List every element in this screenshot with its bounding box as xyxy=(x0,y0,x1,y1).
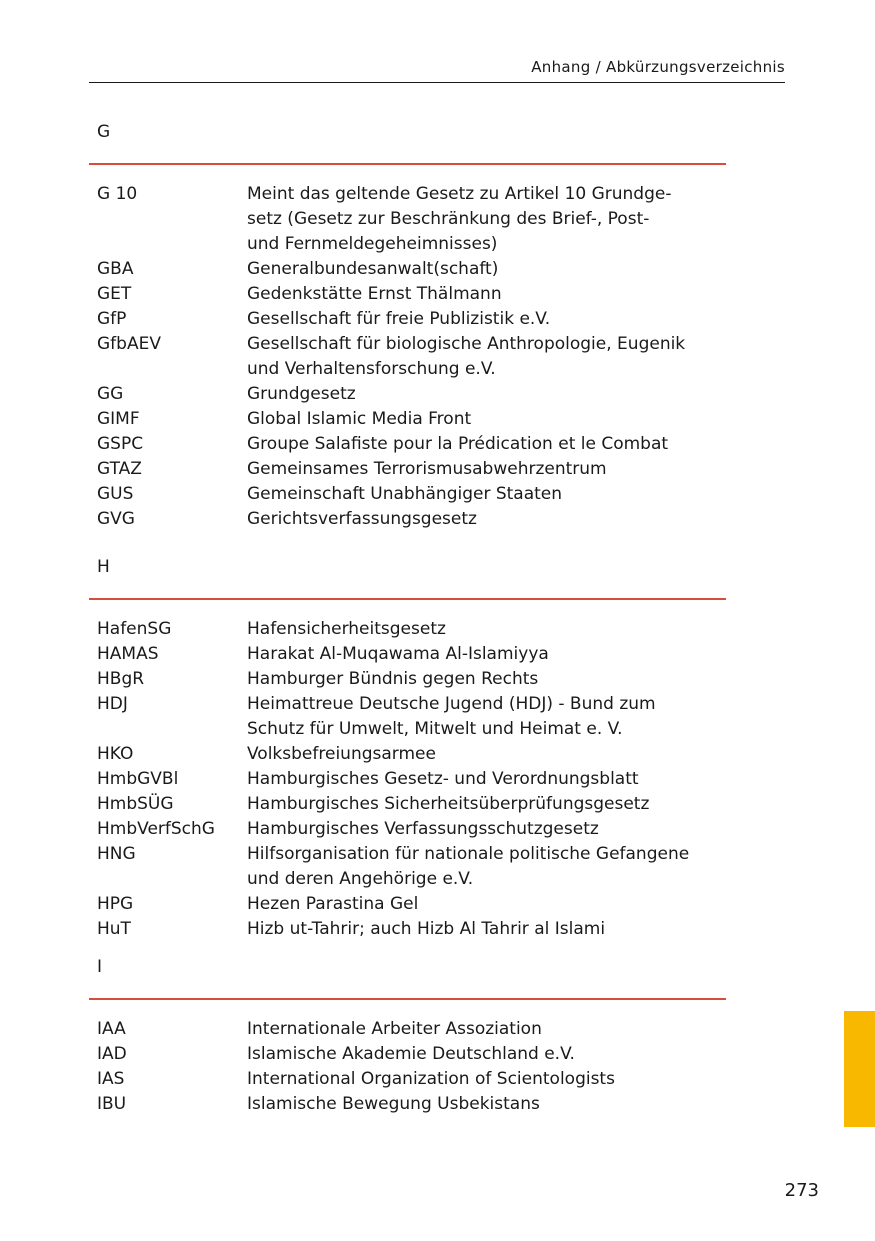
entry-row xyxy=(97,407,726,432)
entry-row xyxy=(97,482,726,507)
definition: International Organization of Scientologists xyxy=(247,1069,615,1089)
section-rule xyxy=(89,998,726,1000)
entry-row xyxy=(97,692,726,742)
entry-row xyxy=(97,382,726,407)
abbreviation: HmbVerfSchG xyxy=(97,819,215,839)
entry-row xyxy=(97,792,726,817)
abbreviation: HBgR xyxy=(97,669,145,689)
entry-row xyxy=(97,767,726,792)
entry-row xyxy=(97,1017,726,1042)
entry-row xyxy=(97,667,726,692)
definition: Gesellschaft für freie Publizistik e.V. xyxy=(247,309,551,329)
page-number: 273 xyxy=(784,1180,819,1201)
section-i xyxy=(89,955,726,1117)
abbreviation: IAS xyxy=(97,1069,125,1089)
entry-row xyxy=(97,742,726,767)
definition: Heimattreue Deutsche Jugend (HDJ) - Bund zum Schutz für Umwelt, Mitwelt und Heimat e. V. xyxy=(247,694,656,739)
definition: Hilfsorganisation für nationale politische Gefangene und deren Angehörige e.V. xyxy=(247,844,690,889)
definition: Volksbefreiungsarmee xyxy=(247,744,436,764)
section-letter: G xyxy=(97,122,111,142)
definition: Hezen Parastina Gel xyxy=(247,894,419,914)
abbreviation: IAD xyxy=(97,1044,127,1064)
abbreviation: G 10 xyxy=(97,184,138,204)
entry-row xyxy=(97,842,726,892)
entry-list xyxy=(89,1017,726,1117)
abbreviation: GTAZ xyxy=(97,459,142,479)
definition: Internationale Arbeiter Assoziation xyxy=(247,1019,542,1039)
section-g xyxy=(89,120,726,532)
abbreviation: HAMAS xyxy=(97,644,159,664)
abbreviation: GfP xyxy=(97,309,127,329)
definition: Gemeinschaft Unabhängiger Staaten xyxy=(247,484,563,504)
section-h xyxy=(89,555,726,942)
definition: Groupe Salafiste pour la Prédication et le Combat xyxy=(247,434,669,454)
entry-row xyxy=(97,617,726,642)
definition: Hamburgisches Sicherheitsüberprüfungsgesetz xyxy=(247,794,650,814)
abbreviation: IBU xyxy=(97,1094,127,1114)
definition: Gedenkstätte Ernst Thälmann xyxy=(247,284,502,304)
abbreviation: IAA xyxy=(97,1019,126,1039)
entry-row xyxy=(97,507,726,532)
entry-row xyxy=(97,1092,726,1117)
definition: Hamburgisches Gesetz- und Verordnungsblatt xyxy=(247,769,639,789)
abbreviation: GSPC xyxy=(97,434,144,454)
entry-row xyxy=(97,1067,726,1092)
definition: Islamische Akademie Deutschland e.V. xyxy=(247,1044,575,1064)
abbreviation: GfbAEV xyxy=(97,334,161,354)
header-rule xyxy=(89,82,785,83)
entry-row xyxy=(97,892,726,917)
definition: Global Islamic Media Front xyxy=(247,409,472,429)
section-letter: H xyxy=(97,557,110,577)
section-rule xyxy=(89,598,726,600)
definition: Hamburgisches Verfassungsschutzgesetz xyxy=(247,819,599,839)
definition: Grundgesetz xyxy=(247,384,356,404)
running-header: Anhang / Abkürzungsverzeichnis xyxy=(531,58,785,76)
abbreviation: GVG xyxy=(97,509,135,529)
entry-row xyxy=(97,307,726,332)
entry-row xyxy=(97,917,726,942)
entry-row xyxy=(97,817,726,842)
definition: Islamische Bewegung Usbekistans xyxy=(247,1094,540,1114)
entry-row xyxy=(97,457,726,482)
abbreviation: HNG xyxy=(97,844,136,864)
entry-row xyxy=(97,182,726,257)
section-rule xyxy=(89,163,726,165)
abbreviation: HKO xyxy=(97,744,134,764)
abbreviation: GIMF xyxy=(97,409,140,429)
entry-row xyxy=(97,432,726,457)
chapter-tab-marker xyxy=(844,1011,875,1127)
entry-row xyxy=(97,332,726,382)
abbreviation: GG xyxy=(97,384,124,404)
definition: Meint das geltende Gesetz zu Artikel 10 Grundge- setz (Gesetz zur Beschränkung des Brief-, Post- und Fernmeldegeheimnisses) xyxy=(247,184,672,254)
abbreviation: GBA xyxy=(97,259,134,279)
definition: Hamburger Bündnis gegen Rechts xyxy=(247,669,539,689)
definition: Generalbundesanwalt(schaft) xyxy=(247,259,499,279)
abbreviation: HmbGVBl xyxy=(97,769,179,789)
abbreviation: HafenSG xyxy=(97,619,172,639)
definition: Gesellschaft für biologische Anthropologie, Eugenik und Verhaltensforschung e.V. xyxy=(247,334,686,379)
abbreviation: HuT xyxy=(97,919,131,939)
definition: Hafensicherheitsgesetz xyxy=(247,619,446,639)
section-letter: I xyxy=(97,957,103,977)
abbreviation: HmbSÜG xyxy=(97,794,174,814)
entry-list xyxy=(89,617,726,942)
definition: Gerichtsverfassungsgesetz xyxy=(247,509,477,529)
entry-row xyxy=(97,282,726,307)
abbreviation: HDJ xyxy=(97,694,128,714)
abbreviation: GUS xyxy=(97,484,134,504)
definition: Gemeinsames Terrorismusabwehrzentrum xyxy=(247,459,607,479)
abbreviation: HPG xyxy=(97,894,134,914)
definition: Harakat Al-Muqawama Al-Islamiyya xyxy=(247,644,549,664)
entry-row xyxy=(97,1042,726,1067)
abbreviation: GET xyxy=(97,284,132,304)
definition: Hizb ut-Tahrir; auch Hizb Al Tahrir al Islami xyxy=(247,919,606,939)
entry-list xyxy=(89,182,726,532)
entry-row xyxy=(97,642,726,667)
entry-row xyxy=(97,257,726,282)
